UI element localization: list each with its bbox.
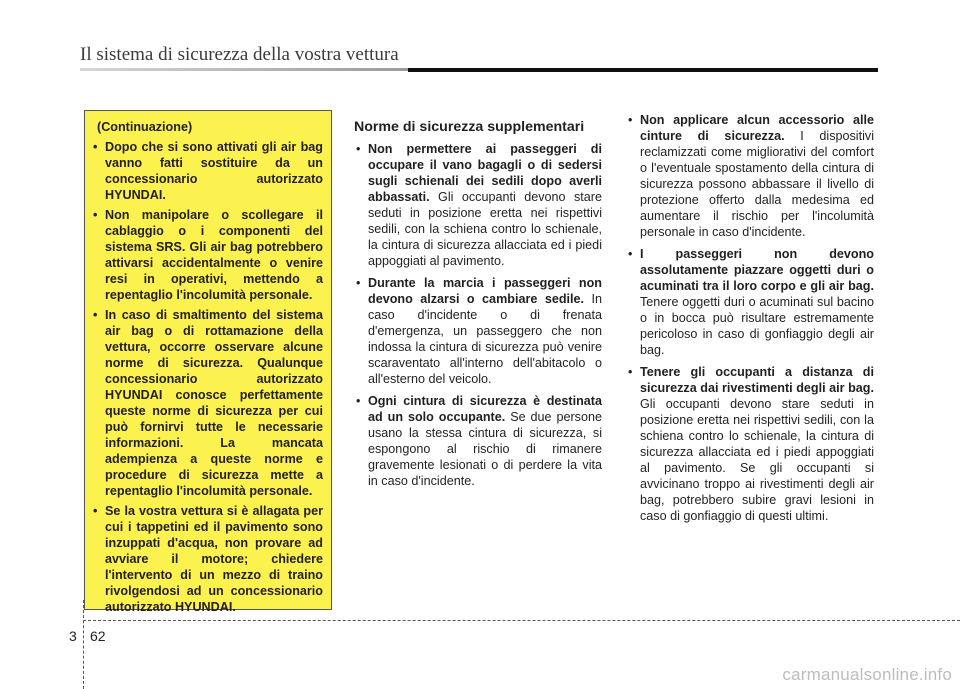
rules-list-right xyxy=(626,112,874,524)
rule-text: In caso d'incidente o di frenata d'emergenza, un passeggero che non indossa la cintura di sicurezza può venire scaraventato all'interno dell'abitacolo o all'esterno del veicolo. xyxy=(368,292,602,386)
warning-item: • Se la vostra vettura si è allagata per cui i tappetini ed il pavimento sono inzuppati d'acqua, non provare ad avviare il motore; chiedere l'intervento di un mezzo di traino rivolgendosi ad un concessionario autorizzato HYUNDAI. xyxy=(91,503,323,615)
rule-item xyxy=(354,275,602,387)
rule-text: Gli occupanti devono stare seduti in posizione eretta nei rispettivi sedili, con la schiena contro lo schienale, la cintura di sicurezza allacciata ed i piedi appoggiati al pavimento. Se gli occupanti si avvicinano troppo ai rivestimenti degli air bag, potrebbero subire gravi lesioni in caso di gonfiaggio di questi ultimi. xyxy=(640,397,874,523)
middle-column xyxy=(354,118,602,495)
rule-item xyxy=(626,364,874,524)
page-number: 62 xyxy=(90,628,106,644)
header-rule-grey xyxy=(80,68,410,71)
warning-list xyxy=(91,139,323,615)
continuation-label: (Continuazione) xyxy=(97,120,193,134)
rule-lead: I passeggeri non devono assolutamente piazzare oggetti duri o acuminati tra il loro corpo e gli air bag. xyxy=(640,247,874,293)
warning-item: • Non manipolare o scollegare il cablaggio o i componenti del sistema SRS. Gli air bag potrebbero attivarsi accidentalmente o venire resi in operativi, mettendo a repentaglio l'incolumità personale. xyxy=(91,207,323,303)
footer-horizontal-rule xyxy=(83,620,960,621)
right-column xyxy=(626,112,874,530)
chapter-number: 3 xyxy=(69,628,77,644)
rule-lead: Ogni cintura di sicurezza è destinata ad un solo occupante. xyxy=(368,394,602,424)
rule-item xyxy=(354,141,602,269)
warning-item: • Dopo che si sono attivati gli air bag vanno fatti sostituire da un concessionario autorizzato HYUNDAI. xyxy=(91,139,323,203)
rule-lead: Non permettere ai passeggeri di occupare il vano bagagli o di sedersi sugli schienali dei sedili dopo averli abbassati. xyxy=(368,142,602,204)
warning-box xyxy=(84,110,332,614)
watermark-text: carmanualsonline.info xyxy=(782,665,952,684)
rule-text: I dispositivi reclamizzati come migliorativi del comfort o l'eventuale spostamento della cintura di sicurezza possono abbassare il livello di protezione offerto dalla medesima ed aumentare il rischio per l'incolumità personale in caso d'incidente. xyxy=(640,129,874,239)
warning-item: • In caso di smaltimento del sistema air bag o di rottamazione della vettura, occorre osservare alcune norme di sicurezza. Qualunque concessionario autorizzato HYUNDAI conosce perfettamente queste norme di sicurezza per cui può fornirvi tutte le necessarie informazioni. La mancata adempienza a queste norme e procedure di sicurezza mette a repentaglio l'incolumità personale. xyxy=(91,307,323,499)
header-rule-black xyxy=(408,68,878,72)
rule-item xyxy=(626,246,874,358)
rule-text: Se due persone usano la stessa cintura di sicurezza, si espongono al rischio di rimanere gravemente lesionati o di perdere la vita in caso d'incidente. xyxy=(368,410,602,488)
rule-text: Gli occupanti devono stare seduti in posizione eretta nei rispettivi sedili, con la schiena contro lo schienale, la cintura di sicurezza allacciata ed i piedi appoggiati al pavimento. xyxy=(368,190,602,268)
rule-item xyxy=(626,112,874,240)
rule-item xyxy=(354,393,602,489)
section-title: Norme di sicurezza supplementari xyxy=(354,119,585,135)
page-header-title: Il sistema di sicurezza della vostra vettura xyxy=(80,44,399,65)
rule-lead: Non applicare alcun accessorio alle cinture di sicurezza. xyxy=(640,113,874,143)
rule-lead: Durante la marcia i passeggeri non devono alzarsi o cambiare sedile. xyxy=(368,276,602,306)
rule-text: Tenere oggetti duri o acuminati sul bacino o in bocca può risultare estremamente pericoloso in caso di gonfiaggio degli air bag. xyxy=(640,295,874,357)
rules-list-middle xyxy=(354,141,602,489)
footer-vertical-rule xyxy=(83,600,84,689)
rule-lead: Tenere gli occupanti a distanza di sicurezza dai rivestimenti degli air bag. xyxy=(640,365,874,395)
